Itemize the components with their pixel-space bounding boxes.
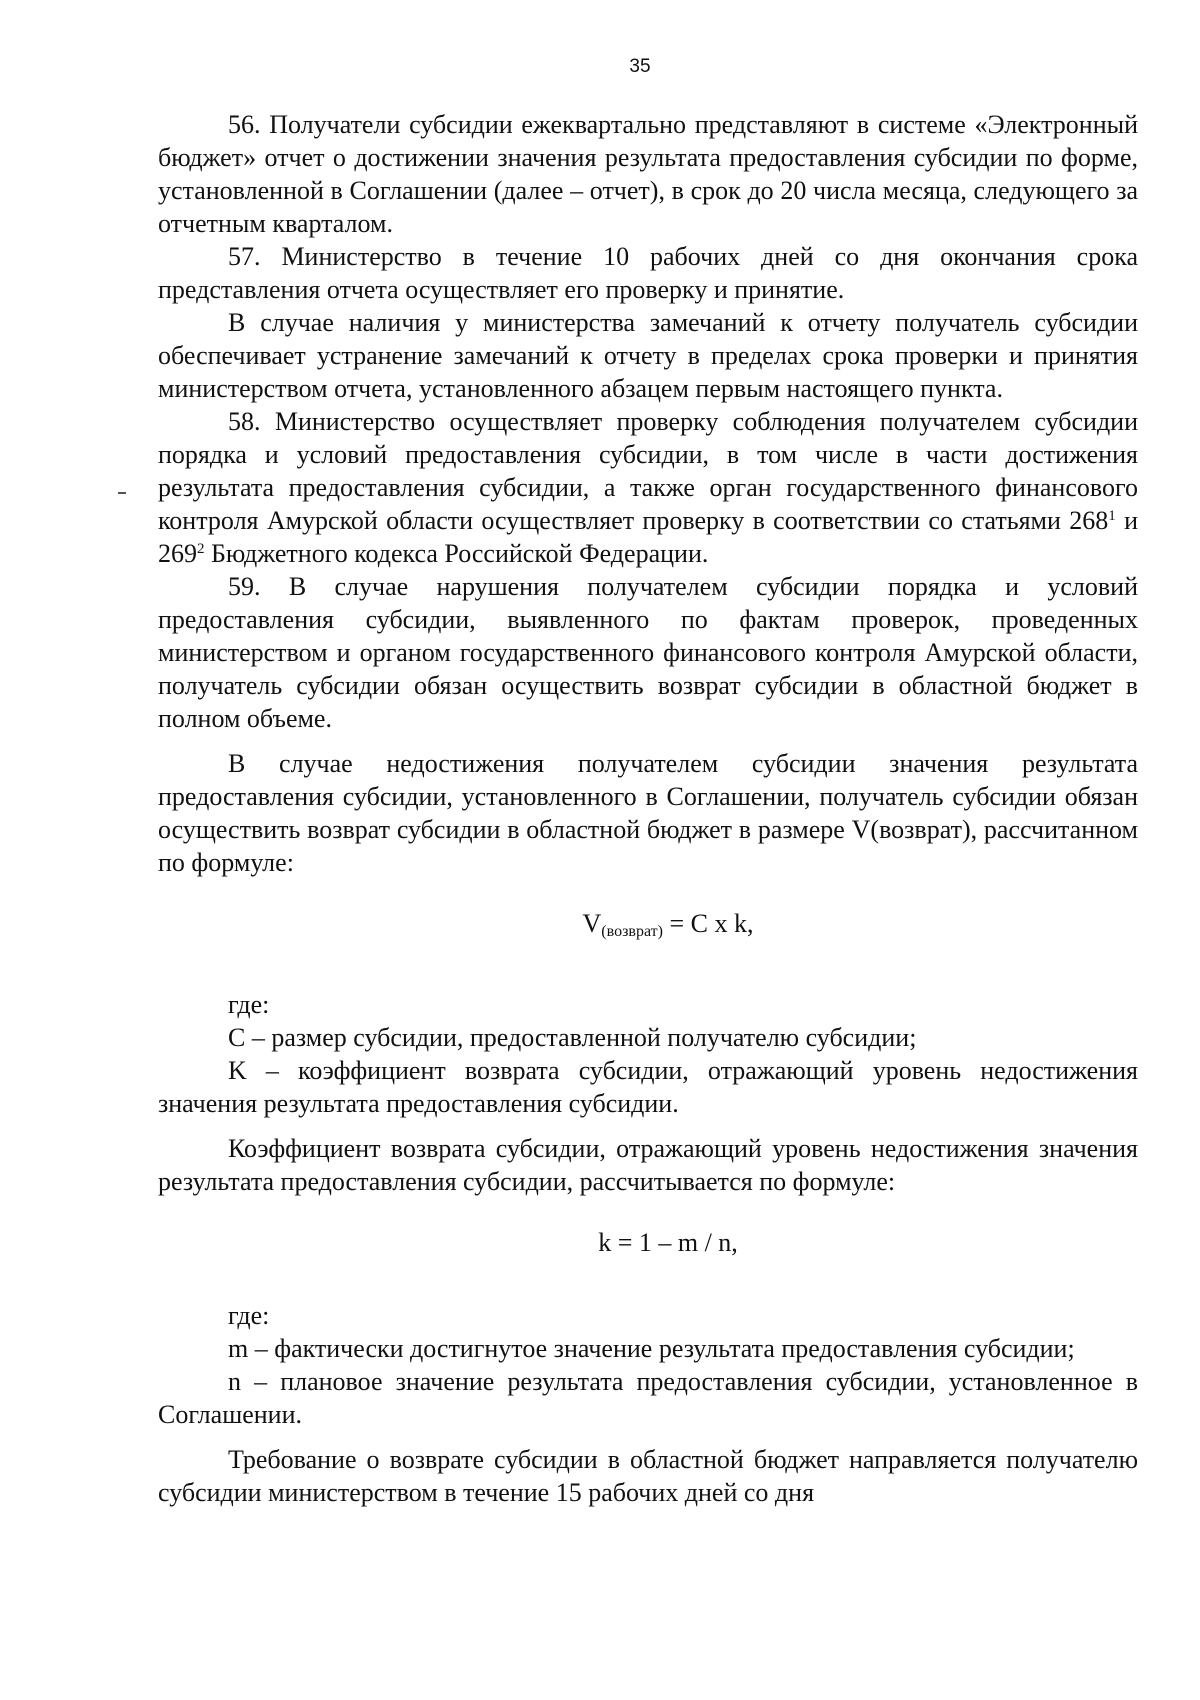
paragraph-56: 56. Получатели субсидии ежеквартально представляют в системе «Электронный бюджет» отчет о достижении значения результата предоставления субсидии по форме, установленной в Соглашении (далее – отчет), в срок до 20 числа месяца, следующего за отчетным кварталом.: [158, 110, 1138, 238]
definition-n: n – плановое значение результата предоставления субсидии, установленное в Соглашении.: [158, 1367, 1138, 1429]
coefficient-paragraph: Коэффициент возврата субсидии, отражающий уровень недостижения значения результата предоставления субсидии, рассчитывается по формуле:: [158, 1134, 1138, 1196]
formula-refund-v: V: [582, 909, 602, 938]
where-label-1: где:: [228, 990, 270, 1019]
formula-refund-rest: = C x k,: [662, 909, 754, 938]
requirement-paragraph: Требование о возврате субсидии в областной бюджет направляется получателю субсидии министерством в течение 15 рабочих дней со дня: [158, 1445, 1138, 1507]
paragraph-58: [158, 405, 1138, 570]
superscript-2: 2: [197, 541, 205, 557]
where-label-2: где:: [228, 1301, 270, 1330]
page-number: 35: [629, 56, 651, 77]
paragraph-59: 59. В случае нарушения получателем субсидии порядка и условий предоставления субсидии, выявленного по фактам проверок, проведенных министерством и органом государственного финансового контроля Амурской области, получатель субсидии обязан осуществить возврат субсидии в областной бюджет в полном объеме.: [158, 572, 1138, 733]
formula-refund-subscript: (возврат): [601, 923, 663, 940]
definition-k: K – коэффициент возврата субсидии, отражающий уровень недостижения значения результата предоставления субсидии.: [158, 1056, 1138, 1118]
document-body: [158, 108, 1138, 1509]
paragraph-57: 57. Министерство в течение 10 рабочих дней со дня окончания срока представления отчета осуществляет его проверку и принятие.: [158, 242, 1138, 304]
paragraph-57-second: В случае наличия у министерства замечаний к отчету получатель субсидии обеспечивает устранение замечаний к отчету в пределах срока проверки и принятия министерством отчета, установленного абзацем первым настоящего пункта.: [158, 308, 1138, 403]
superscript-1: 1: [1108, 508, 1116, 524]
paragraph-58-mid: и 269: [158, 506, 1138, 568]
paragraph-58-end: Бюджетного кодекса Российской Федерации.: [204, 539, 709, 568]
paragraph-59-second: В случае недостижения получателем субсидии значения результата предоставления субсидии, установленного в Соглашении, получатель субсидии обязан осуществить возврат субсидии в областной бюджет в размере V(возврат), рассчитанном по формуле:: [158, 749, 1138, 877]
scan-mark: [118, 492, 126, 494]
formula-coefficient: k = 1 – m / n,: [598, 1228, 738, 1257]
formula-refund: [158, 907, 1138, 948]
definition-c: C – размер субсидии, предоставленной получателю субсидии;: [228, 1023, 917, 1052]
definition-m: m – фактически достигнутое значение результата предоставления субсидии;: [228, 1334, 1075, 1363]
paragraph-58-start: 58. Министерство осуществляет проверку соблюдения получателем субсидии порядка и условий предоставления субсидии, в том числе в части достижения результата предоставления субсидии, а также орган государственного финансового контроля Амурской области осуществляет проверку в соответствии со статьями 268: [158, 407, 1138, 535]
